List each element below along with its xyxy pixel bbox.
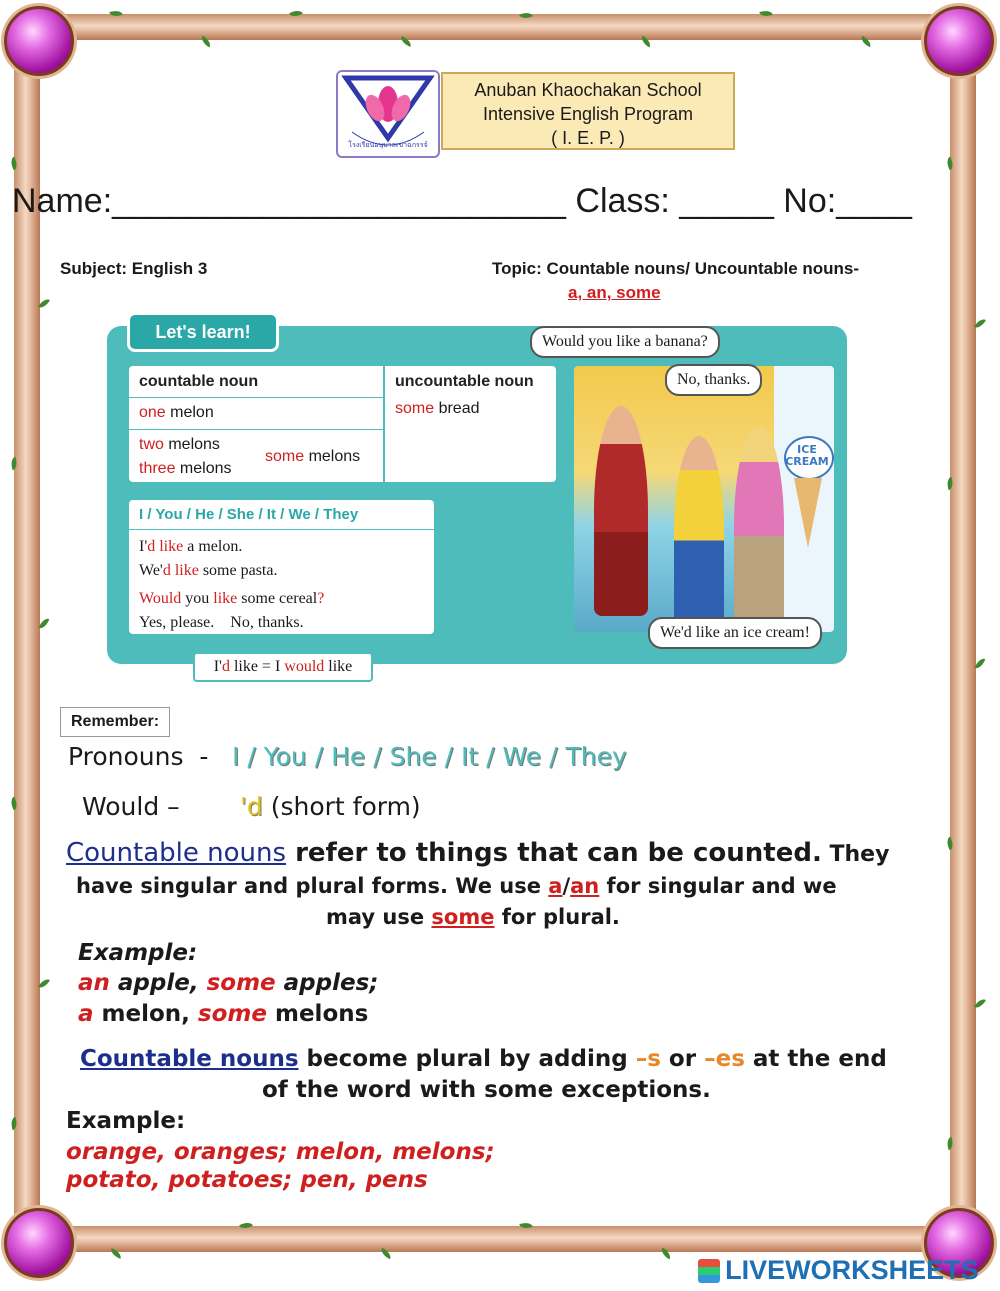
corner-gem-top-right — [924, 6, 994, 76]
countable-term: Countable nouns — [66, 838, 287, 868]
example-line: I'd like a melon. — [139, 538, 243, 555]
table-cell: some melons — [265, 448, 361, 465]
subject-label: Subject: English 3 — [60, 259, 208, 278]
uncountable-header: uncountable noun — [395, 373, 534, 390]
shopping-illustration — [574, 366, 834, 632]
plural-rule-line1: Countable nouns become plural by adding –s or –es at the end — [80, 1046, 887, 1072]
countable-definition-line3: may use some for plural. — [326, 905, 620, 929]
example-line: We'd like some pasta. — [139, 562, 278, 579]
school-name-box — [441, 72, 735, 150]
countable-definition-line2: have singular and plural forms. We use a/an for singular and we — [76, 874, 837, 898]
countable-example-2: a melon, some melons — [78, 1001, 369, 1027]
would-label: Would – — [82, 792, 180, 821]
table-cell: some bread — [395, 400, 480, 417]
liveworksheets-watermark: LIVEWORKSHEETS — [698, 1255, 979, 1283]
example-line: Would you like some cereal? — [139, 590, 325, 607]
name-class-no-line[interactable]: Name:________________________ Class: _____ No:____ — [12, 182, 912, 220]
program-abbrev: ( I. E. P. ) — [551, 128, 625, 148]
frame-top — [20, 14, 980, 40]
program-name: Intensive English Program — [482, 104, 694, 124]
countable-term: Countable nouns — [80, 1046, 299, 1072]
would-like-examples — [129, 500, 434, 634]
logo-caption: โรงเรียนอนุบาลเขาฉกรรจ์ — [348, 141, 428, 149]
speech-bubble: We'd like an ice cream! — [648, 617, 822, 649]
countable-definition-line1: Countable nouns refer to things that can be counted. They — [66, 838, 890, 868]
school-name: Anuban Khaochakan School — [474, 80, 702, 100]
countable-header: countable noun — [139, 373, 259, 390]
plural-rule-line2: of the word with some exceptions. — [262, 1077, 711, 1103]
topic-subtitle: a, an, some — [568, 283, 661, 302]
noun-table — [129, 366, 556, 482]
frame-bottom — [20, 1226, 980, 1252]
corner-gem-bottom-left — [4, 1208, 74, 1278]
topic-label: Topic: Countable nouns/ Uncountable nouns- — [492, 259, 860, 278]
pronouns-label: Pronouns - — [68, 742, 209, 771]
liveworksheets-logo-icon — [698, 1259, 720, 1283]
table-cell: three melons — [139, 460, 232, 477]
corner-gem-top-left — [4, 6, 74, 76]
speech-bubble: Would you like a banana? — [530, 326, 720, 358]
table-cell: two melons — [139, 436, 220, 453]
example-line: Yes, please. No, thanks. — [139, 614, 304, 631]
pronoun-header: I / You / He / She / It / We / They — [129, 500, 434, 530]
plural-example-1: orange, oranges; melon, melons; — [66, 1139, 495, 1165]
school-logo — [336, 70, 440, 158]
countable-example-1: an apple, some apples; — [78, 970, 379, 996]
lets-learn-title: Let's learn! — [127, 312, 279, 352]
table-divider — [383, 366, 385, 482]
table-row-line — [129, 397, 383, 398]
table-cell: one melon — [139, 404, 214, 421]
remember-label: Remember: — [60, 707, 170, 737]
id-like-note: I'd like = I would like — [193, 652, 373, 682]
pronouns-value: I / You / He / She / It / We / They — [232, 742, 627, 771]
would-short-form: 'd (short form) — [240, 792, 421, 821]
example-label: Example: — [78, 940, 198, 966]
ice-cream-sign: ICE CREAM — [785, 443, 829, 468]
plural-example-label: Example: — [66, 1108, 186, 1134]
plural-example-2: potato, potatoes; pen, pens — [66, 1167, 428, 1193]
speech-bubble: No, thanks. — [665, 364, 762, 396]
table-row-line — [129, 429, 383, 430]
